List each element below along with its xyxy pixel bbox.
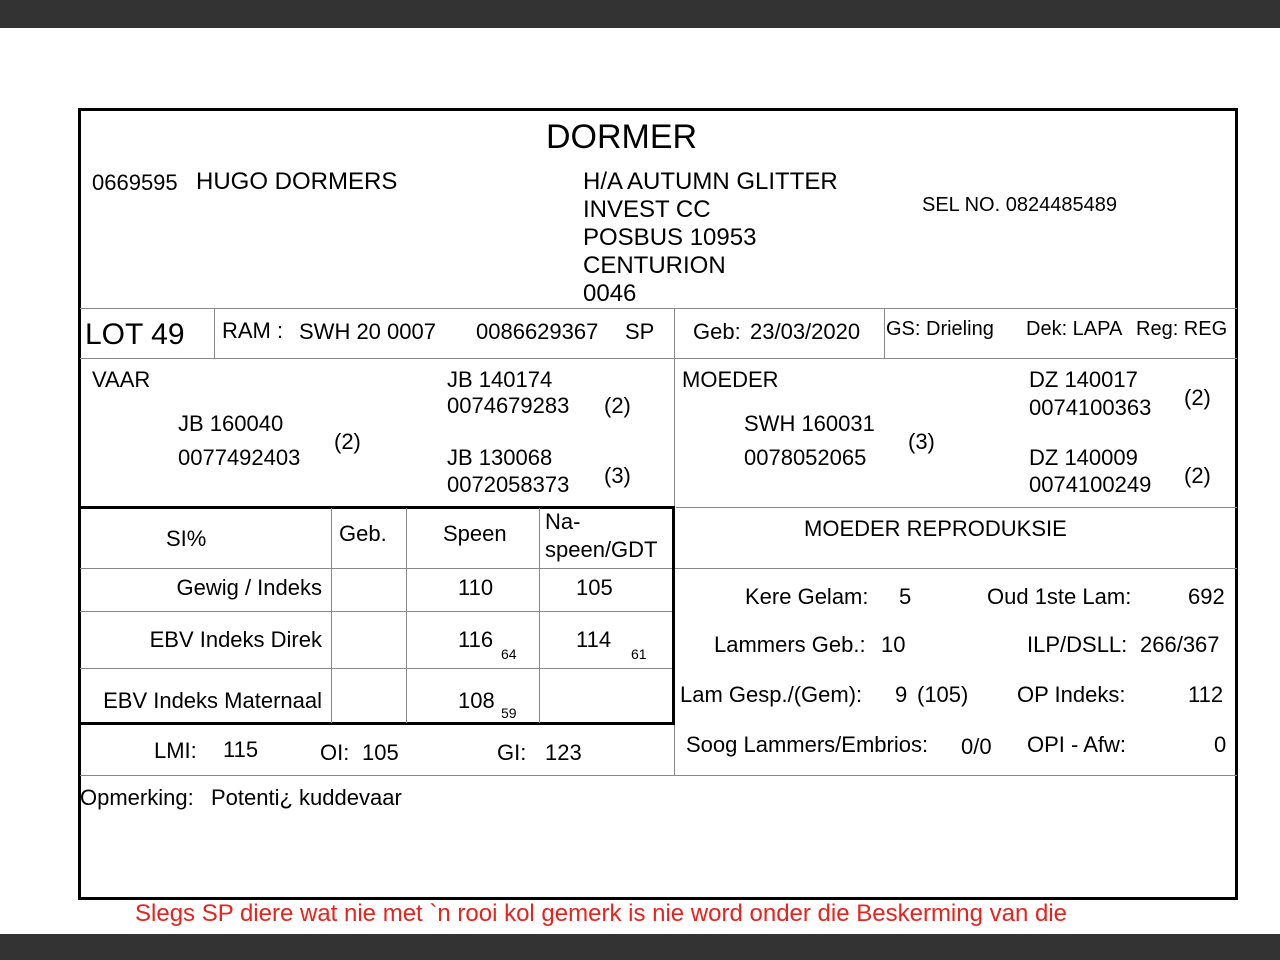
moeder-sire-number: 0074100363	[1029, 395, 1152, 420]
geb-label: Geb:	[693, 319, 741, 344]
reg-value: Reg: REG	[1136, 318, 1228, 340]
moeder-dam-code: (2)	[1184, 463, 1211, 488]
moeder-id: SWH 160031	[744, 411, 875, 436]
vaar-label: VAAR	[92, 367, 151, 392]
lam-gesp-label: Lam Gesp./(Gem):	[680, 682, 863, 707]
row-gewig-naspeen: 105	[576, 575, 613, 600]
address-line-5: 0046	[583, 280, 637, 307]
dek-value: Dek: LAPA	[1026, 318, 1123, 340]
vaar-id: JB 160040	[178, 411, 284, 436]
kere-gelam-value: 5	[899, 584, 912, 609]
moeder-sire-id: DZ 140017	[1029, 367, 1138, 392]
moeder-code: (3)	[908, 429, 935, 454]
opi-value: 0	[1214, 732, 1227, 757]
opmerking-text: Potenti¿ kuddevaar	[211, 785, 402, 810]
address-line-3: POSBUS 10953	[583, 224, 757, 251]
divider-col-geb	[331, 508, 332, 723]
lam-gesp-gem: (105)	[917, 682, 969, 707]
op-value: 112	[1188, 682, 1224, 707]
vaar-dam-number: 0072058373	[447, 472, 570, 497]
divider-repro-top	[676, 507, 1237, 508]
ram-label: RAM :	[222, 318, 284, 343]
divider-si-row1	[80, 611, 674, 612]
vaar-sire-id: JB 140174	[447, 367, 553, 392]
row-direk-speen-sub: 64	[501, 646, 517, 662]
divider-si-row2	[80, 668, 674, 669]
moeder-label: MOEDER	[682, 367, 779, 392]
moeder-dam-id: DZ 140009	[1029, 445, 1138, 470]
divider-geb	[884, 308, 885, 358]
geb-date: 23/03/2020	[750, 319, 861, 344]
moeder-sire-code: (2)	[1184, 385, 1211, 410]
soog-value: 0/0	[961, 734, 992, 759]
divider-si-right	[672, 506, 675, 725]
breeder-number: 0669595	[92, 170, 178, 195]
divider-si-bottom	[78, 722, 675, 725]
oi-label: OI:	[320, 740, 350, 765]
naspeen-header-2: speen/GDT	[545, 537, 658, 562]
divider-col-naspeen	[539, 508, 540, 723]
oud-label: Oud 1ste Lam:	[987, 584, 1132, 609]
address-line-1: H/A AUTUMN GLITTER	[583, 168, 838, 195]
row-label-maternaal: EBV Indeks Maternaal	[103, 688, 322, 713]
divider-lot	[214, 308, 215, 358]
address-line-2: INVEST CC	[583, 196, 711, 223]
opi-label: OPI - Afw:	[1027, 732, 1127, 757]
repro-header: MOEDER REPRODUKSIE	[804, 516, 1067, 541]
lmi-label: LMI:	[154, 738, 197, 763]
divider-col-speen	[406, 508, 407, 723]
gi-label: GI:	[497, 740, 527, 765]
opmerking-label: Opmerking:	[80, 785, 194, 810]
lot-number: LOT 49	[85, 318, 185, 351]
gi-value: 123	[545, 740, 582, 765]
vaar-dam-code: (3)	[604, 463, 631, 488]
vaar-sire-code: (2)	[604, 393, 631, 418]
row-direk-naspeen: 114	[576, 627, 612, 652]
row-direk-speen: 116	[458, 627, 494, 652]
soog-label: Soog Lammers/Embrios:	[686, 732, 929, 757]
kere-gelam-label: Kere Gelam:	[745, 584, 869, 609]
row-label-gewig: Gewig / Indeks	[176, 575, 322, 600]
moeder-dam-number: 0074100249	[1029, 472, 1152, 497]
address-line-4: CENTURION	[583, 252, 726, 279]
ilp-label: ILP/DSLL:	[1027, 632, 1128, 657]
vaar-code: (2)	[334, 429, 361, 454]
oi-value: 105	[362, 740, 399, 765]
row-label-direk: EBV Indeks Direk	[149, 627, 322, 652]
row-maternaal-speen: 108	[458, 688, 495, 713]
footer-note: Slegs SP diere wat nie met `n rooi kol gemerk is nie word onder die Beskerming van die	[135, 900, 1068, 927]
vaar-dam-id: JB 130068	[447, 445, 553, 470]
top-bar	[0, 0, 1280, 28]
breeder-name: HUGO DORMERS	[196, 168, 398, 195]
ram-number: 0086629367	[476, 319, 599, 344]
gs-value: GS: Drieling	[886, 318, 994, 340]
divider-si-top	[78, 506, 675, 509]
divider-lot-row	[80, 358, 1237, 359]
lmi-value: 115	[223, 737, 259, 762]
oud-value: 692	[1188, 584, 1225, 609]
lam-gesp-value: 9	[895, 682, 908, 707]
lammers-geb-label: Lammers Geb.:	[714, 632, 866, 657]
naspeen-header-1: Na-	[545, 509, 581, 534]
op-label: OP Indeks:	[1017, 682, 1126, 707]
geb-header: Geb.	[339, 521, 387, 546]
ram-id: SWH 20 0007	[299, 319, 436, 344]
moeder-number: 0078052065	[744, 445, 867, 470]
ram-class: SP	[625, 319, 655, 344]
lammers-geb-value: 10	[881, 632, 906, 657]
page-title: DORMER	[546, 118, 698, 156]
divider-bottom	[80, 775, 1237, 776]
row-gewig-speen: 110	[458, 575, 494, 600]
row-direk-naspeen-sub: 61	[631, 646, 647, 662]
speen-header: Speen	[443, 521, 507, 546]
bottom-bar	[0, 934, 1280, 960]
ilp-value: 266/367	[1140, 632, 1220, 657]
divider-si-header	[80, 568, 1237, 569]
vaar-number: 0077492403	[178, 445, 301, 470]
row-maternaal-speen-sub: 59	[501, 705, 517, 721]
si-header: SI%	[166, 526, 207, 551]
sel-number: SEL NO. 0824485489	[922, 194, 1117, 216]
vaar-sire-number: 0074679283	[447, 393, 570, 418]
divider-header	[80, 308, 1237, 309]
